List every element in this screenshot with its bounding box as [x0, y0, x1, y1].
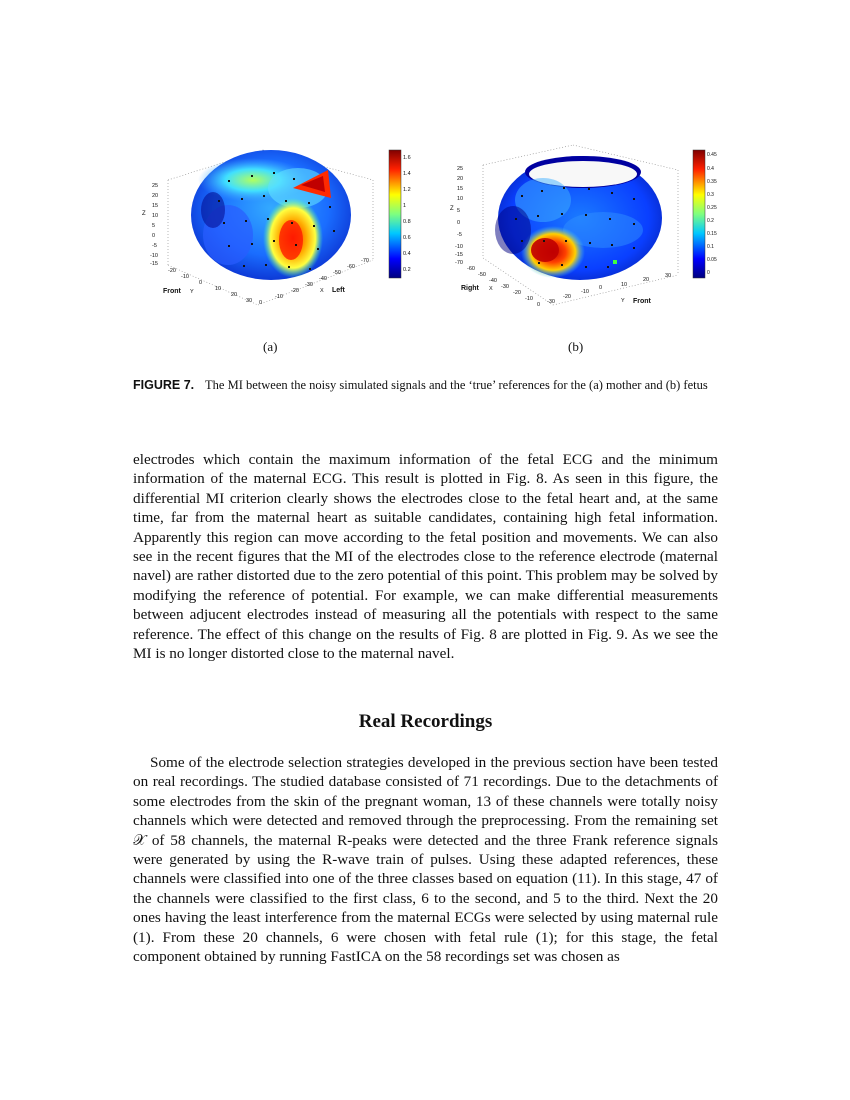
- svg-text:30: 30: [246, 298, 253, 304]
- svg-text:-20: -20: [168, 268, 176, 274]
- svg-text:25: 25: [457, 166, 464, 172]
- svg-text:-15: -15: [150, 261, 158, 267]
- svg-text:20: 20: [152, 193, 159, 199]
- svg-text:-30: -30: [305, 282, 313, 288]
- panel-a-front-label: Front: [163, 288, 181, 295]
- figure-caption: [133, 377, 718, 393]
- svg-text:-20: -20: [563, 294, 571, 300]
- svg-text:-10: -10: [275, 294, 283, 300]
- svg-text:-40: -40: [489, 278, 497, 284]
- svg-text:10: 10: [215, 286, 222, 292]
- svg-text:10: 10: [621, 282, 628, 288]
- body-paragraph-1: electrodes which contain the maximum information of the fetal ECG and the minimum information of the maternal ECG. This result is plotted in Fig. 8. As seen in this figure, the differential MI criterion clearly shows the electrodes close to the fetal heart and, at the same time, far from the maternal heart as suitable candidates, containing high fetal information. Apparently this region can move according to the fetal position and movements. We can also see in the recent figures that the MI of the electrodes close to the reference electrode (maternal navel) are rather distorted due to the zero potential of this point. This problem may be solved by modifying the reference of potential. For example, we can make differential measurements between adjucent electrodes instead of measuring all the potentials with respect to the same reference. The effect of this change on the results of Fig. 8 are plotted in Fig. 9. As we see the MI is no longer distorted close to the maternal navel.: [133, 451, 718, 663]
- svg-text:1.2: 1.2: [403, 187, 411, 193]
- svg-text:30: 30: [665, 273, 672, 279]
- svg-text:10: 10: [152, 213, 159, 219]
- svg-text:-20: -20: [291, 288, 299, 294]
- svg-text:0.8: 0.8: [403, 219, 411, 225]
- svg-text:0.15: 0.15: [707, 231, 717, 237]
- panel-a-z-ticks: [150, 183, 158, 267]
- panel-a-x-label: X: [320, 288, 324, 294]
- svg-text:20: 20: [643, 277, 650, 283]
- svg-text:0.25: 0.25: [707, 205, 717, 211]
- panel-b-colorbar: [693, 150, 717, 278]
- svg-text:0.6: 0.6: [403, 235, 411, 241]
- caption-text: The MI between the noisy simulated signals and the ‘true’ references for the (a) mother and (b) fetus: [205, 378, 708, 392]
- caption-number: FIGURE 7.: [133, 378, 195, 392]
- svg-text:0.1: 0.1: [707, 244, 714, 250]
- panel-b-front-label: Front: [633, 298, 651, 305]
- svg-text:-50: -50: [333, 270, 341, 276]
- svg-text:0.4: 0.4: [403, 251, 411, 257]
- svg-text:-60: -60: [467, 266, 475, 272]
- svg-text:25: 25: [152, 183, 159, 189]
- subfigure-b-label: (b): [568, 339, 584, 354]
- svg-text:15: 15: [152, 203, 159, 209]
- svg-text:-15: -15: [455, 252, 463, 258]
- svg-text:5: 5: [152, 223, 156, 229]
- panel-a-side-label: Left: [332, 287, 345, 294]
- svg-text:10: 10: [457, 196, 464, 202]
- svg-text:0: 0: [707, 270, 710, 276]
- svg-text:0.2: 0.2: [707, 218, 714, 224]
- svg-text:1.6: 1.6: [403, 155, 411, 161]
- svg-text:0: 0: [537, 302, 541, 308]
- svg-text:0: 0: [599, 285, 603, 291]
- svg-text:-5: -5: [457, 232, 462, 238]
- svg-text:-70: -70: [455, 260, 463, 266]
- panel-a-sphere: [191, 150, 351, 280]
- svg-text:-5: -5: [152, 243, 157, 249]
- svg-text:0.05: 0.05: [707, 257, 717, 263]
- svg-text:-30: -30: [501, 284, 509, 290]
- svg-text:0.4: 0.4: [707, 166, 714, 172]
- section-heading: Real Recordings: [358, 711, 493, 732]
- panel-a-y-label: Y: [190, 289, 194, 295]
- svg-text:1: 1: [403, 203, 407, 209]
- panel-b-z-label: Z: [450, 206, 454, 212]
- panel-b-side-label: Right: [461, 285, 479, 292]
- svg-text:0.2: 0.2: [403, 267, 411, 273]
- svg-text:0: 0: [152, 233, 156, 239]
- svg-text:-20: -20: [513, 290, 521, 296]
- svg-text:-10: -10: [181, 274, 189, 280]
- svg-text:20: 20: [457, 176, 464, 182]
- panel-a-z-label: Z: [142, 211, 146, 217]
- svg-text:-10: -10: [150, 253, 158, 259]
- svg-text:-10: -10: [455, 244, 463, 250]
- panel-b-y-label: Y: [621, 298, 625, 304]
- panel-b-plot: [450, 145, 717, 308]
- figure-plots: [133, 140, 723, 340]
- panel-b-sphere: [495, 156, 662, 280]
- svg-text:0: 0: [259, 300, 263, 306]
- svg-text:20: 20: [231, 292, 238, 298]
- panel-a-colorbar: [389, 150, 411, 278]
- figure-7: [133, 140, 723, 360]
- svg-text:5: 5: [457, 208, 461, 214]
- svg-text:0.3: 0.3: [707, 192, 714, 198]
- panel-b-z-ticks: [455, 166, 463, 258]
- svg-text:-60: -60: [347, 264, 355, 270]
- body-paragraph-2: Some of the electrode selection strategies developed in the previous section have been tested on real recordings. The studied database consisted of 71 recordings. Due to the detachments of some electrodes from the skin of the pregnant woman, 13 of these channels were totally noisy channels which were detected and removed through the preprocessing. From the remaining set 𝒳 of 58 channels, the maternal R-peaks were detected and the three Frank reference signals were generated by using the R-wave train of pulses. Using these adapted references, these channels were classified into one of the three classes based on equation (11). In this stage, 47 of the channels were classified to the first class, 6 to the second, and 5 to the third. Next the 20 ones having the least interference from the maternal ECGs were selected by using maternal rule (1). From these 20 channels, 6 were chosen with fetal rule (1); for this stage, the fetal component obtained by running FastICA on the 58 recordings set was chosen as: [133, 754, 718, 966]
- svg-text:-40: -40: [319, 276, 327, 282]
- svg-text:0.45: 0.45: [707, 152, 717, 158]
- svg-text:1.4: 1.4: [403, 171, 411, 177]
- svg-text:0: 0: [457, 220, 461, 226]
- svg-text:-10: -10: [581, 289, 589, 295]
- svg-text:15: 15: [457, 186, 464, 192]
- svg-text:-70: -70: [361, 258, 369, 264]
- panel-a-plot: [142, 150, 411, 306]
- svg-text:-50: -50: [478, 272, 486, 278]
- svg-text:0.35: 0.35: [707, 179, 717, 185]
- subfigure-a-label: (a): [263, 339, 278, 354]
- panel-b-x-label: X: [489, 286, 493, 292]
- svg-text:0: 0: [199, 280, 203, 286]
- svg-text:-10: -10: [525, 296, 533, 302]
- svg-text:-30: -30: [547, 299, 555, 305]
